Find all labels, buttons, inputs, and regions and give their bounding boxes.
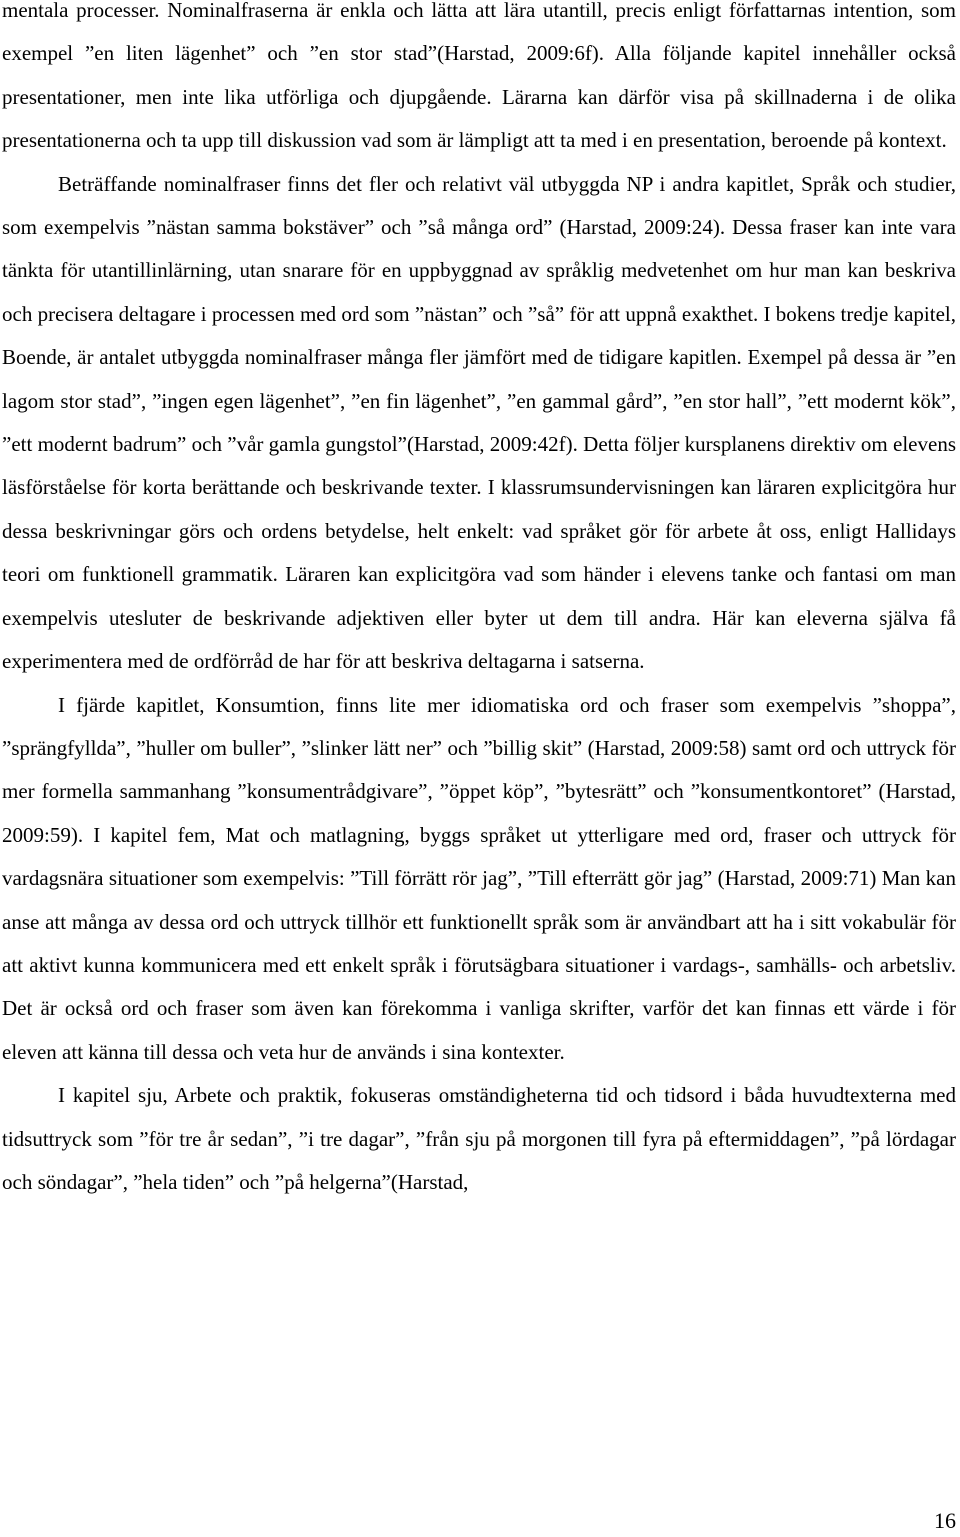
page-number: 16 [934,1508,956,1533]
paragraph-4: I kapitel sju, Arbete och praktik, fokuseras omständigheterna tid och tidsord i båda huvudtexterna med tidsuttryck som ”för tre år sedan”, ”i tre dagar”, ”från sju på morgonen till fyra på eftermiddagen”, ”på lördagar och söndagar”, ”hela tiden” och ”på helgerna”(Harstad, [2,1083,956,1194]
paragraph-2: Beträffande nominalfraser finns det fler och relativt väl utbyggda NP i andra kapitlet, Språk och studier, som exempelvis ”nästan samma bokstäver” och ”så många ord” (Harstad, 2009:24). Dessa fraser kan inte vara tänkta för utantillinlärning, utan snarare för en uppbyggnad av språklig medvetenhet om hur man kan beskriva och precisera deltagare i processen med ord som ”nästan” och ”så” för att uppnå exakthet. I bokens tredje kapitel, Boende, är antalet utbyggda nominalfraser många fler jämfört med de tidigare kapitlen. Exempel på dessa är ”en lagom stor stad”, ”ingen egen lägenhet”, ”en fin lägenhet”, ”en gammal gård”, ”en stor hall”, ”ett modernt kök”, ”ett modernt badrum” och ”vår gamla gungstol”(Harstad, 2009:42f). Detta följer kursplanens direktiv om elevens läsförståelse för korta berättande och beskrivande texter. I klassrumsundervisningen kan läraren explicitgöra hur dessa beskrivningar görs och ordens betydelse, helt enkelt: vad språket gör för arbete åt oss, enligt Hallidays teori om funktionell grammatik. Läraren kan explicitgöra vad som händer i elevens tanke och fantasi om man exempelvis utesluter de beskrivande adjektiven eller byter ut dem till andra. Här kan eleverna själva få experimentera med de ordförråd de har för att beskriva deltagarna i satserna. [2,171,956,674]
paragraph-3: I fjärde kapitlet, Konsumtion, finns lite mer idiomatiska ord och fraser som exempelvis ”shoppa”, ”sprängfyllda”, ”huller om buller”, ”slinker lätt ner” och ”billig skit” (Harstad, 2009:58) samt ord och uttryck för mer formella sammanhang ”konsumentrådgivare”, ”öppet köp”, ”bytesrätt” och ”konsumentkontoret” (Harstad, 2009:59). I kapitel fem, Mat och matlagning, byggs språket ut ytterligare med ord, fraser och uttryck för vardagsnära situationer som exempelvis: ”Till förrätt rör jag”, ”Till efterrätt gör jag” (Harstad, 2009:71) Man kan anse att många av dessa ord och uttryck tillhör ett funktionellt språk som är användbart att ha i sitt vokabulär för att aktivt kunna kommunicera med ett enkelt språk i förutsägbara situationer i vardags-, samhälls- och arbetsliv. Det är också ord och fraser som även kan förekomma i vanliga skrifter, varför det kan finnas ett värde i för eleven att känna till dessa och veta hur de används i sina kontexter. [2,692,956,1064]
paragraph-1: mentala processer. Nominalfraserna är enkla och lätta att lära utantill, precis enligt författarnas intention, som exempel ”en liten lägenhet” och ”en stor stad”(Harstad, 2009:6f). Alla följande kapitel innehåller också presentationer, men inte lika utförliga och djupgående. Lärarna kan därför visa på skillnaderna i de olika presentationerna och ta upp till diskussion vad som är lämpligt att ta med i en presentation, beroende på kontext. [2,0,956,153]
body-text [2,0,956,1215]
